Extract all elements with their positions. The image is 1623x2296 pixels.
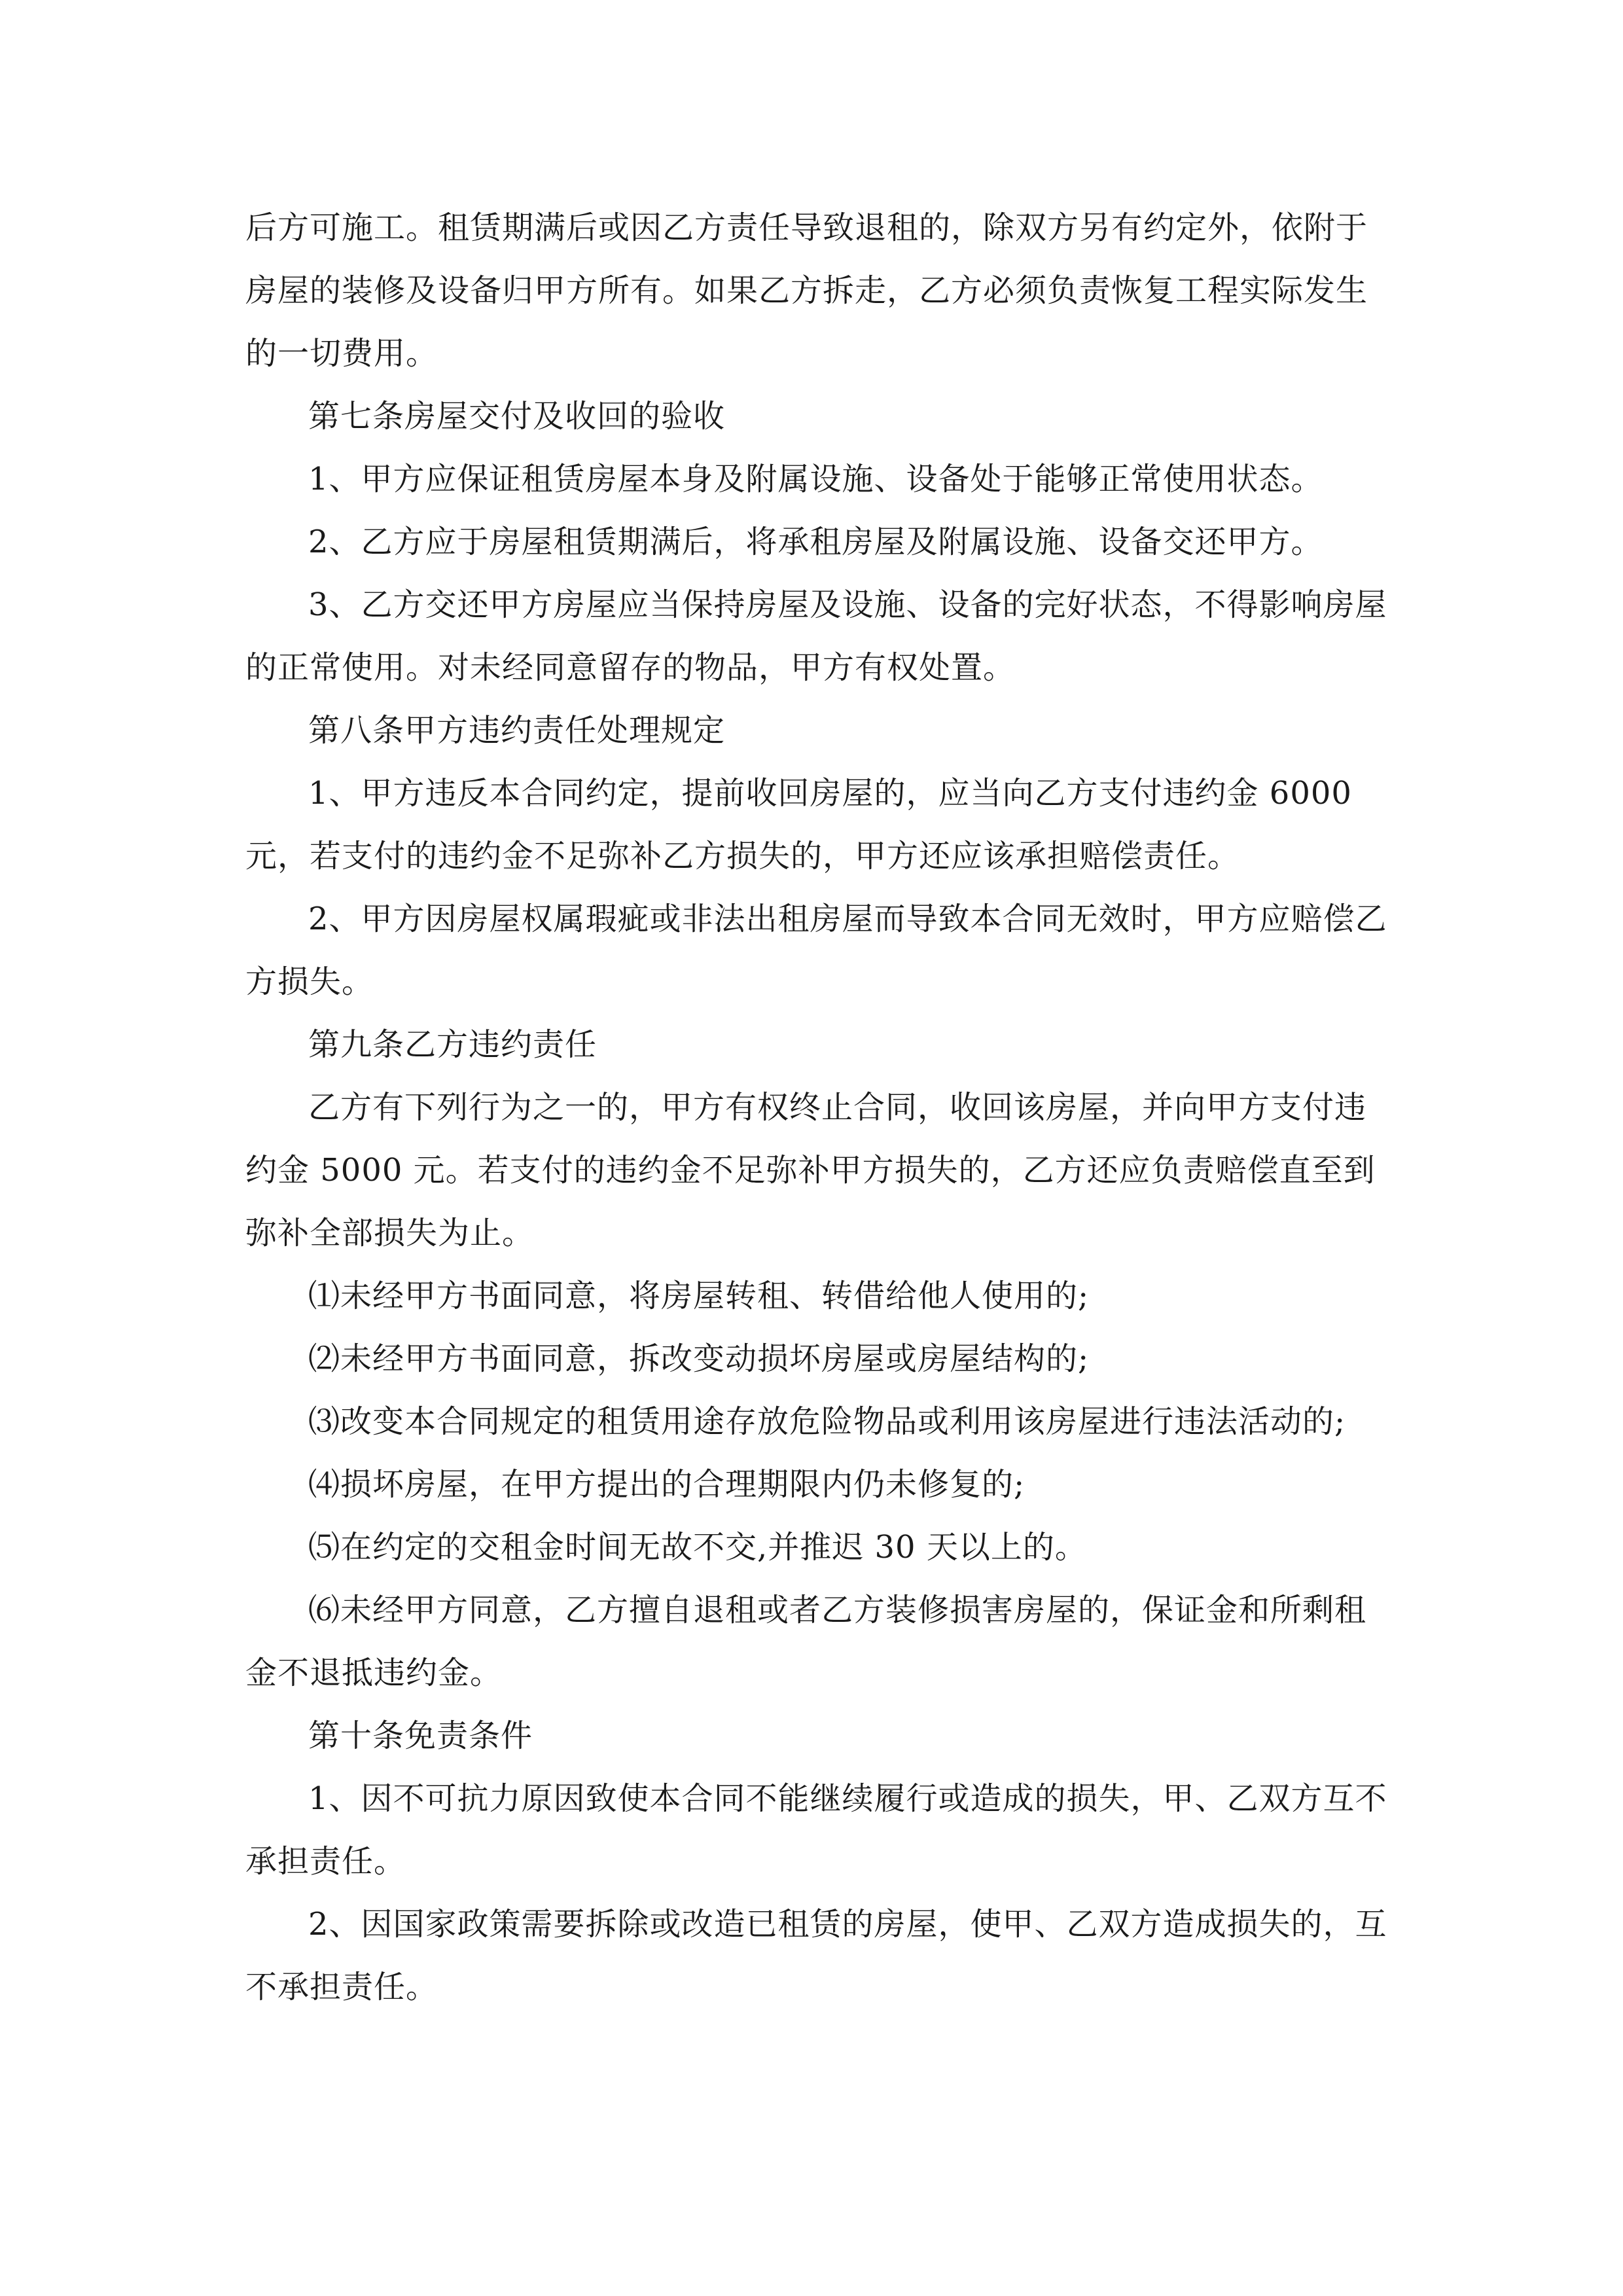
article-7-clause-1: 1、甲方应保证租赁房屋本身及附属设施、设备处于能够正常使用状态。 [308,461,1323,497]
article-9-item-4: ⑷损坏房屋，在甲方提出的合理期限内仍未修复的; [308,1466,1026,1503]
article-9-item-1: ⑴未经甲方书面同意，将房屋转租、转借给他人使用的; [308,1278,1090,1314]
article-9-item-6: ⑹未经甲方同意，乙方擅自退租或者乙方装修损害房屋的，保证金和所剩租金不退抵违约金。 [245,1592,1367,1691]
article-7-heading: 第七条房屋交付及收回的验收 [308,398,726,435]
article-9-heading: 第九条乙方违约责任 [308,1026,597,1063]
article-10-clause-1: 1、因不可抗力原因致使本合同不能继续履行或造成的损失，甲、乙双方互不承担责任。 [245,1780,1387,1880]
article-9-item-2: ⑵未经甲方书面同意，拆改变动损坏房屋或房屋结构的; [308,1340,1090,1377]
document-body [245,196,1397,2018]
article-9-intro: 乙方有下列行为之一的，甲方有权终止合同，收回该房屋，并向甲方支付违约金 5000 元。若支付的违约金不足弥补甲方损失的，乙方还应负责赔偿直至到弥补全部损失为止。 [245,1089,1376,1251]
article-7-clause-2: 2、乙方应于房屋租赁期满后，将承租房屋及附属设施、设备交还甲方。 [308,524,1323,560]
article-7-clause-3: 3、乙方交还甲方房屋应当保持房屋及设施、设备的完好状态，不得影响房屋的正常使用。对未经同意留存的物品，甲方有权处置。 [245,586,1387,686]
article-9-item-5: ⑸在约定的交租金时间无故不交,并推迟 30 天以上的。 [308,1529,1087,1566]
article-9-item-3: ⑶改变本合同规定的租赁用途存放危险物品或利用该房屋进行违法活动的; [308,1403,1346,1440]
article-8-heading: 第八条甲方违约责任处理规定 [308,712,726,749]
paragraph-continuation: 后方可施工。租赁期满后或因乙方责任导致退租的，除双方另有约定外，依附于房屋的装修及设备归甲方所有。如果乙方拆走，乙方必须负责恢复工程实际发生的一切费用。 [245,209,1368,372]
article-8-clause-2: 2、甲方因房屋权属瑕疵或非法出租房屋而导致本合同无效时，甲方应赔偿乙方损失。 [245,901,1387,1000]
article-10-clause-2: 2、因国家政策需要拆除或改造已租赁的房屋，使甲、乙双方造成损失的，互不承担责任。 [245,1906,1387,2005]
article-8-clause-1: 1、甲方违反本合同约定，提前收回房屋的，应当向乙方支付违约金 6000 元，若支付的违约金不足弥补乙方损失的，甲方还应该承担赔偿责任。 [245,775,1352,874]
article-10-heading: 第十条免责条件 [308,1717,533,1754]
